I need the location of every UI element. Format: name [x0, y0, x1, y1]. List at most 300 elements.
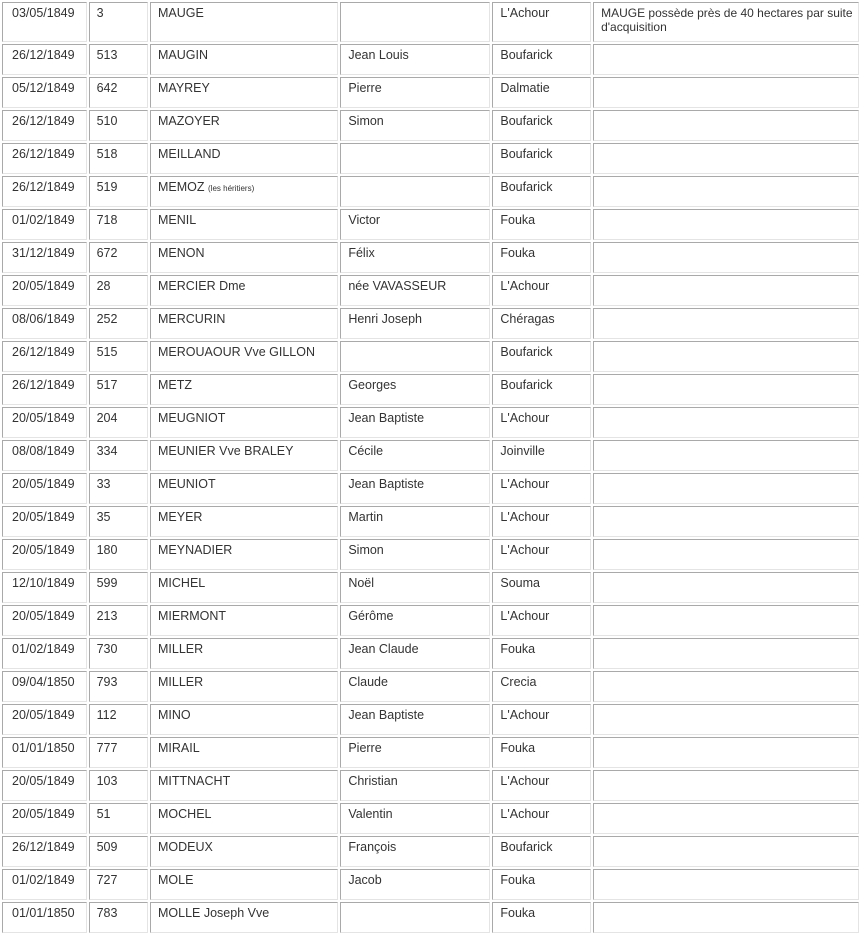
- date-text: 05/12/1849: [12, 81, 75, 95]
- date-text: 08/06/1849: [12, 312, 75, 326]
- location-text: L'Achour: [500, 510, 550, 524]
- lot-number-text: 642: [96, 81, 118, 95]
- surname-text: MEUGNIOT: [158, 411, 226, 425]
- date-text: 09/04/1850: [12, 675, 75, 689]
- location-cell: [492, 671, 591, 702]
- lot-number-cell: [89, 440, 148, 471]
- date-text: 26/12/1849: [12, 147, 75, 161]
- table-row: [2, 770, 859, 801]
- first-name-cell: [340, 440, 490, 471]
- first-name-cell: [340, 275, 490, 306]
- table-row: [2, 572, 859, 603]
- first-name-cell: [340, 143, 490, 174]
- lot-number-text: 510: [96, 114, 118, 128]
- first-name-cell: [340, 539, 490, 570]
- date-cell: [2, 803, 87, 834]
- first-name-text: Christian: [348, 774, 398, 788]
- surname-text: MEMOZ: [158, 180, 205, 194]
- location-cell: [492, 869, 591, 900]
- first-name-text: Pierre: [348, 81, 382, 95]
- surname-text: MILLER: [158, 642, 204, 656]
- surname-text: MEYNADIER: [158, 543, 233, 557]
- first-name-text: Noël: [348, 576, 375, 590]
- surname-text: MEYER: [158, 510, 203, 524]
- first-name-cell: [340, 506, 490, 537]
- location-cell: [492, 440, 591, 471]
- note-cell: [593, 506, 859, 537]
- date-cell: [2, 671, 87, 702]
- table-row: [2, 44, 859, 75]
- first-name-cell: [340, 638, 490, 669]
- location-cell: [492, 770, 591, 801]
- first-name-cell: [340, 770, 490, 801]
- note-cell: [593, 176, 859, 207]
- note-cell: [593, 902, 859, 933]
- table-row: [2, 704, 859, 735]
- table-row: [2, 506, 859, 537]
- surname-text: MAUGE: [158, 6, 204, 20]
- lot-number-text: 252: [96, 312, 118, 326]
- lot-number-text: 509: [96, 840, 118, 854]
- surname-text: MILLER: [158, 675, 204, 689]
- location-cell: [492, 143, 591, 174]
- date-text: 20/05/1849: [12, 807, 75, 821]
- date-text: 12/10/1849: [12, 576, 75, 590]
- location-text: Boufarick: [500, 114, 553, 128]
- location-cell: [492, 638, 591, 669]
- table-row: [2, 638, 859, 669]
- surname-text: MOLLE Joseph Vve: [158, 906, 270, 920]
- date-text: 20/05/1849: [12, 510, 75, 524]
- lot-number-text: 718: [96, 213, 118, 227]
- surname-cell: [150, 506, 338, 537]
- note-cell: [593, 704, 859, 735]
- first-name-text: François: [348, 840, 397, 854]
- date-cell: [2, 2, 87, 42]
- first-name-text: Martin: [348, 510, 384, 524]
- date-text: 01/01/1850: [12, 741, 75, 755]
- lot-number-text: 180: [96, 543, 118, 557]
- lot-number-text: 518: [96, 147, 118, 161]
- first-name-text: Jacob: [348, 873, 382, 887]
- surname-cell: [150, 671, 338, 702]
- lot-number-text: 783: [96, 906, 118, 920]
- lot-number-cell: [89, 836, 148, 867]
- date-cell: [2, 473, 87, 504]
- date-cell: [2, 638, 87, 669]
- first-name-cell: [340, 341, 490, 372]
- date-cell: [2, 836, 87, 867]
- surname-text: MIRAIL: [158, 741, 200, 755]
- lot-number-text: 103: [96, 774, 118, 788]
- lot-number-cell: [89, 473, 148, 504]
- table-row: [2, 2, 859, 42]
- location-cell: [492, 209, 591, 240]
- first-name-cell: [340, 473, 490, 504]
- surname-cell: [150, 737, 338, 768]
- lot-number-cell: [89, 605, 148, 636]
- table-row: [2, 308, 859, 339]
- note-cell: [593, 209, 859, 240]
- lot-number-text: 515: [96, 345, 118, 359]
- note-text: MAUGE possède près de 40 hectares par suite d'acquisition: [601, 6, 853, 34]
- date-text: 26/12/1849: [12, 345, 75, 359]
- first-name-cell: [340, 605, 490, 636]
- lot-number-cell: [89, 275, 148, 306]
- first-name-cell: [340, 869, 490, 900]
- location-text: Fouka: [500, 213, 536, 227]
- date-text: 20/05/1849: [12, 609, 75, 623]
- surname-cell: [150, 836, 338, 867]
- location-cell: [492, 836, 591, 867]
- table-row: [2, 869, 859, 900]
- location-cell: [492, 803, 591, 834]
- note-cell: [593, 308, 859, 339]
- date-text: 20/05/1849: [12, 708, 75, 722]
- lot-number-text: 35: [96, 510, 111, 524]
- date-cell: [2, 572, 87, 603]
- first-name-text: Cécile: [348, 444, 384, 458]
- lot-number-text: 204: [96, 411, 118, 425]
- note-cell: [593, 638, 859, 669]
- first-name-cell: [340, 2, 490, 42]
- surname-text: MAZOYER: [158, 114, 220, 128]
- date-cell: [2, 308, 87, 339]
- date-text: 26/12/1849: [12, 48, 75, 62]
- surname-suffix: (les héritiers): [208, 184, 255, 193]
- note-cell: [593, 671, 859, 702]
- date-cell: [2, 704, 87, 735]
- note-cell: [593, 143, 859, 174]
- location-text: L'Achour: [500, 609, 550, 623]
- note-cell: [593, 473, 859, 504]
- date-text: 31/12/1849: [12, 246, 75, 260]
- location-cell: [492, 176, 591, 207]
- date-text: 20/05/1849: [12, 774, 75, 788]
- surname-cell: [150, 44, 338, 75]
- surname-text: MOLE: [158, 873, 194, 887]
- location-text: Chéragas: [500, 312, 555, 326]
- location-text: Fouka: [500, 906, 536, 920]
- lot-number-cell: [89, 242, 148, 273]
- location-cell: [492, 275, 591, 306]
- first-name-text: née VAVASSEUR: [348, 279, 447, 293]
- note-cell: [593, 407, 859, 438]
- location-text: Boufarick: [500, 345, 553, 359]
- surname-text: MEUNIOT: [158, 477, 216, 491]
- table-row: [2, 539, 859, 570]
- location-text: Fouka: [500, 741, 536, 755]
- surname-cell: [150, 77, 338, 108]
- date-cell: [2, 143, 87, 174]
- surname-cell: [150, 539, 338, 570]
- lot-number-cell: [89, 902, 148, 933]
- first-name-cell: [340, 374, 490, 405]
- table-row: [2, 110, 859, 141]
- location-text: Fouka: [500, 246, 536, 260]
- first-name-cell: [340, 737, 490, 768]
- note-cell: [593, 242, 859, 273]
- location-cell: [492, 2, 591, 42]
- table-row: [2, 275, 859, 306]
- lot-number-text: 777: [96, 741, 118, 755]
- lot-number-cell: [89, 671, 148, 702]
- lot-number-cell: [89, 539, 148, 570]
- lot-number-text: 112: [96, 708, 117, 722]
- location-cell: [492, 572, 591, 603]
- note-cell: [593, 539, 859, 570]
- location-text: Fouka: [500, 873, 536, 887]
- location-text: Joinville: [500, 444, 545, 458]
- lot-number-cell: [89, 770, 148, 801]
- location-text: L'Achour: [500, 807, 550, 821]
- surname-text: MAUGIN: [158, 48, 208, 62]
- location-cell: [492, 77, 591, 108]
- location-text: L'Achour: [500, 477, 550, 491]
- note-cell: [593, 869, 859, 900]
- surname-cell: [150, 143, 338, 174]
- date-cell: [2, 341, 87, 372]
- first-name-text: Pierre: [348, 741, 382, 755]
- date-cell: [2, 275, 87, 306]
- lot-number-text: 3: [96, 6, 104, 20]
- surname-cell: [150, 341, 338, 372]
- surname-cell: [150, 374, 338, 405]
- lot-number-cell: [89, 737, 148, 768]
- location-cell: [492, 506, 591, 537]
- lot-number-cell: [89, 110, 148, 141]
- location-text: Dalmatie: [500, 81, 550, 95]
- first-name-text: Valentin: [348, 807, 393, 821]
- lot-number-cell: [89, 572, 148, 603]
- first-name-cell: [340, 242, 490, 273]
- date-cell: [2, 374, 87, 405]
- surname-cell: [150, 209, 338, 240]
- table-row: [2, 407, 859, 438]
- surname-cell: [150, 275, 338, 306]
- note-cell: [593, 440, 859, 471]
- date-text: 01/02/1849: [12, 642, 75, 656]
- surname-text: MENON: [158, 246, 205, 260]
- lot-number-cell: [89, 638, 148, 669]
- date-text: 01/02/1849: [12, 873, 75, 887]
- location-cell: [492, 737, 591, 768]
- surname-cell: [150, 902, 338, 933]
- location-text: Crecia: [500, 675, 537, 689]
- note-cell: [593, 737, 859, 768]
- surname-cell: [150, 605, 338, 636]
- location-text: Fouka: [500, 642, 536, 656]
- note-cell: [593, 572, 859, 603]
- surname-cell: [150, 869, 338, 900]
- date-text: 20/05/1849: [12, 477, 75, 491]
- note-cell: [593, 2, 859, 42]
- lot-number-cell: [89, 506, 148, 537]
- table-row: [2, 341, 859, 372]
- lot-number-cell: [89, 143, 148, 174]
- lot-number-cell: [89, 44, 148, 75]
- date-cell: [2, 737, 87, 768]
- location-text: L'Achour: [500, 543, 550, 557]
- surname-cell: [150, 572, 338, 603]
- table-row: [2, 242, 859, 273]
- lot-number-cell: [89, 341, 148, 372]
- first-name-text: Claude: [348, 675, 388, 689]
- first-name-cell: [340, 176, 490, 207]
- location-cell: [492, 407, 591, 438]
- lot-number-text: 513: [96, 48, 118, 62]
- first-name-text: Félix: [348, 246, 375, 260]
- lot-number-text: 727: [96, 873, 118, 887]
- table-row: [2, 473, 859, 504]
- location-cell: [492, 605, 591, 636]
- first-name-text: Jean Claude: [348, 642, 419, 656]
- date-text: 20/05/1849: [12, 543, 75, 557]
- lot-number-cell: [89, 2, 148, 42]
- lot-number-text: 517: [96, 378, 118, 392]
- date-text: 01/02/1849: [12, 213, 75, 227]
- date-text: 26/12/1849: [12, 378, 75, 392]
- location-cell: [492, 902, 591, 933]
- date-text: 26/12/1849: [12, 114, 75, 128]
- table-body: [2, 2, 859, 933]
- note-cell: [593, 803, 859, 834]
- lot-number-text: 51: [96, 807, 111, 821]
- table-row: [2, 143, 859, 174]
- location-cell: [492, 110, 591, 141]
- table-row: [2, 902, 859, 933]
- surname-cell: [150, 242, 338, 273]
- location-text: Souma: [500, 576, 540, 590]
- surname-cell: [150, 308, 338, 339]
- date-cell: [2, 770, 87, 801]
- location-text: L'Achour: [500, 411, 550, 425]
- first-name-cell: [340, 209, 490, 240]
- lot-number-cell: [89, 308, 148, 339]
- location-text: Boufarick: [500, 378, 553, 392]
- lot-number-cell: [89, 407, 148, 438]
- note-cell: [593, 374, 859, 405]
- table-row: [2, 209, 859, 240]
- surname-cell: [150, 803, 338, 834]
- table-row: [2, 176, 859, 207]
- surname-text: MEUNIER Vve BRALEY: [158, 444, 294, 458]
- location-text: Boufarick: [500, 180, 553, 194]
- location-cell: [492, 539, 591, 570]
- lot-number-cell: [89, 209, 148, 240]
- surname-text: MAYREY: [158, 81, 210, 95]
- note-cell: [593, 275, 859, 306]
- first-name-text: Simon: [348, 114, 384, 128]
- lot-number-cell: [89, 803, 148, 834]
- first-name-cell: [340, 671, 490, 702]
- surname-text: MIERMONT: [158, 609, 227, 623]
- first-name-cell: [340, 704, 490, 735]
- lot-number-cell: [89, 77, 148, 108]
- table-row: [2, 737, 859, 768]
- date-cell: [2, 176, 87, 207]
- note-cell: [593, 341, 859, 372]
- location-cell: [492, 341, 591, 372]
- first-name-cell: [340, 407, 490, 438]
- lot-number-cell: [89, 374, 148, 405]
- date-cell: [2, 539, 87, 570]
- surname-cell: [150, 407, 338, 438]
- first-name-text: Jean Baptiste: [348, 411, 425, 425]
- table-row: [2, 77, 859, 108]
- date-cell: [2, 869, 87, 900]
- note-cell: [593, 77, 859, 108]
- lot-number-cell: [89, 176, 148, 207]
- date-text: 20/05/1849: [12, 279, 75, 293]
- lot-number-text: 334: [96, 444, 118, 458]
- surname-cell: [150, 440, 338, 471]
- date-text: 26/12/1849: [12, 180, 75, 194]
- first-name-text: Jean Baptiste: [348, 708, 425, 722]
- first-name-text: Georges: [348, 378, 397, 392]
- location-text: Boufarick: [500, 840, 553, 854]
- first-name-cell: [340, 803, 490, 834]
- date-cell: [2, 44, 87, 75]
- table-row: [2, 803, 859, 834]
- note-cell: [593, 770, 859, 801]
- location-text: L'Achour: [500, 279, 550, 293]
- surname-text: MERCIER Dme: [158, 279, 246, 293]
- date-cell: [2, 506, 87, 537]
- first-name-text: Victor: [348, 213, 381, 227]
- first-name-cell: [340, 902, 490, 933]
- first-name-text: Simon: [348, 543, 384, 557]
- surname-text: MOCHEL: [158, 807, 212, 821]
- date-cell: [2, 77, 87, 108]
- first-name-text: Jean Louis: [348, 48, 409, 62]
- table-row: [2, 836, 859, 867]
- location-text: L'Achour: [500, 6, 550, 20]
- date-cell: [2, 440, 87, 471]
- date-text: 26/12/1849: [12, 840, 75, 854]
- surname-text: METZ: [158, 378, 193, 392]
- date-cell: [2, 407, 87, 438]
- location-cell: [492, 473, 591, 504]
- date-cell: [2, 902, 87, 933]
- table-row: [2, 440, 859, 471]
- lot-number-text: 730: [96, 642, 118, 656]
- first-name-cell: [340, 308, 490, 339]
- table-row: [2, 671, 859, 702]
- surname-text: MINO: [158, 708, 191, 722]
- lot-number-text: 599: [96, 576, 118, 590]
- surname-text: MICHEL: [158, 576, 206, 590]
- date-cell: [2, 605, 87, 636]
- lot-number-text: 28: [96, 279, 111, 293]
- surname-cell: [150, 110, 338, 141]
- date-text: 01/01/1850: [12, 906, 75, 920]
- location-text: L'Achour: [500, 774, 550, 788]
- note-cell: [593, 605, 859, 636]
- date-cell: [2, 242, 87, 273]
- surname-text: MITTNACHT: [158, 774, 231, 788]
- location-cell: [492, 242, 591, 273]
- date-text: 08/08/1849: [12, 444, 75, 458]
- location-text: Boufarick: [500, 48, 553, 62]
- surname-cell: [150, 176, 338, 207]
- lot-number-text: 519: [96, 180, 118, 194]
- date-text: 20/05/1849: [12, 411, 75, 425]
- lot-number-cell: [89, 869, 148, 900]
- lot-number-text: 33: [96, 477, 111, 491]
- surname-text: MENIL: [158, 213, 197, 227]
- surname-cell: [150, 770, 338, 801]
